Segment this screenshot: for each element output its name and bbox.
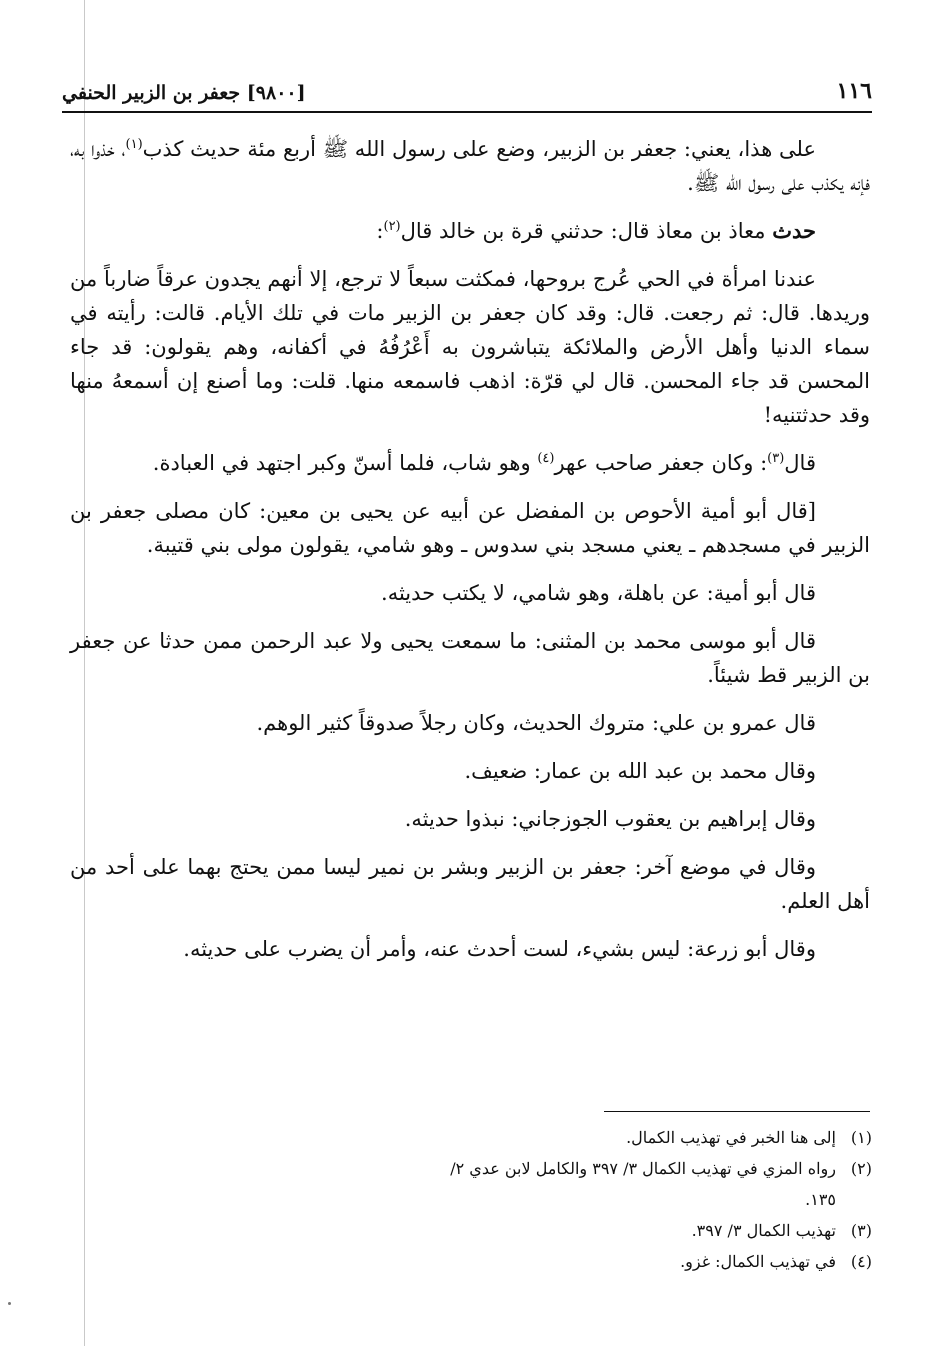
footnote-number: (٢): [850, 1159, 872, 1178]
paragraph-11: وقال في موضع آخر: جعفر بن الزبير وبشر بن نمير ليسا ممن يحتج بهما على أحد من أهل العلم.: [70, 855, 870, 913]
footnotes: [420, 1122, 872, 1277]
paragraph-5: [قال أبو أمية الأحوص بن المفضل عن أبيه عن يحيى بن معين: كان مصلى جعفر بن الزبير في مسجدهم ـ يعني مسجد بني سدوس ـ وهو شامي، يقولون مولى بني قتيبة.: [70, 499, 870, 557]
running-title: [٩٨٠٠] جعفر بن الزبير الحنفي: [62, 82, 306, 104]
paragraph-3: عندنا امرأة في الحي عُرج بروحها، فمكثت سبعاً لا ترجع، إلا أنهم يجدون عرقاً ضارباً من وريدها. قال: ثم رجعت. قال: وقد كان جعفر بن الزبير مات في تلك الأيام. قالت: رأيته في سماء الدنيا وأهل الأرض والملائكة يتباشرون به أَعْرُفُهُ في أكفانه، وهم يقولون: قد جاء المحسن قد جاء المحسن. قال لي قرّة: اذهب فاسمعه منها. قلت: وما أصنع إن أسمعهُ منها وقد حدثتنيه!: [70, 267, 870, 427]
footnote-text: إلى هنا الخبر في تهذيب الكمال.: [626, 1128, 836, 1147]
paragraph-2-tail: :: [376, 219, 384, 243]
footnote-ref-1: (١): [125, 137, 143, 152]
paragraph-1-tail: ، خذوا به، فإنه يكذب على رسول الله ﷺ.: [70, 137, 870, 195]
footnote-number: (٤): [850, 1252, 872, 1271]
footnote-ref-2: (٢): [383, 219, 401, 234]
paragraph-12: وقال أبو زرعة: ليس بشيء، لست أحدث عنه، وأمر أن يضرب على حديثه.: [183, 937, 816, 961]
footnote-number: (١): [850, 1128, 872, 1147]
page-header: [62, 66, 872, 104]
scan-speck: [8, 1302, 11, 1305]
paragraph-4: [70, 446, 870, 480]
paragraph-7: قال أبو موسى محمد بن المثنى: ما سمعت يحيى ولا عبد الرحمن ممن حدثا عن جعفر بن الزبير قط شيئاً.: [70, 629, 870, 687]
hadith-lead-word: حدث: [772, 218, 816, 243]
footnote-ref-4: (٤): [537, 451, 555, 466]
paragraph-8: قال عمرو بن علي: متروك الحديث، وكان رجلاً صدوقاً كثير الوهم.: [256, 711, 816, 735]
footnote-number: (٣): [850, 1221, 872, 1240]
footnote-separator: [604, 1111, 870, 1112]
footnote-3: [420, 1215, 872, 1246]
footnote-1: [420, 1122, 872, 1153]
paragraph-10: وقال إبراهيم بن يعقوب الجوزجاني: نبذوا حديثه.: [404, 807, 816, 831]
paragraph-2: [70, 214, 870, 248]
footnote-2: [420, 1153, 872, 1215]
header-rule: [62, 111, 872, 113]
paragraph-6: قال أبو أمية: عن باهلة، وهو شامي، لا يكتب حديثه.: [381, 581, 816, 605]
paragraph-2-text: معاذ بن معاذ قال: حدثني قرة بن خالد قال: [400, 219, 773, 243]
paragraph-4-text-a: قال: [784, 451, 816, 475]
paragraph-1: [70, 132, 870, 200]
paragraph-4-text-b: : وكان جعفر صاحب عهر: [554, 451, 768, 475]
paragraph-4-text-c: وهو شاب، فلما أسنّ وكبر اجتهد في العبادة.: [152, 451, 538, 475]
main-text: [70, 132, 870, 980]
footnote-ref-3: (٣): [767, 451, 785, 466]
footnote-text: في تهذيب الكمال: غزو.: [680, 1252, 836, 1271]
footnote-text: رواه المزي في تهذيب الكمال ٣/ ٣٩٧ والكامل لابن عدي ٢/ ١٣٥.: [450, 1159, 836, 1209]
page-number: ١١٦: [836, 78, 872, 104]
paragraph-1-text: على هذا، يعني: جعفر بن الزبير، وضع على رسول الله ﷺ أربع مئة حديث كذب: [142, 137, 816, 161]
paragraph-9: وقال محمد بن عبد الله بن عمار: ضعيف.: [464, 759, 816, 783]
footnote-text: تهذيب الكمال ٣/ ٣٩٧.: [691, 1221, 836, 1240]
footnote-4: [420, 1246, 872, 1277]
